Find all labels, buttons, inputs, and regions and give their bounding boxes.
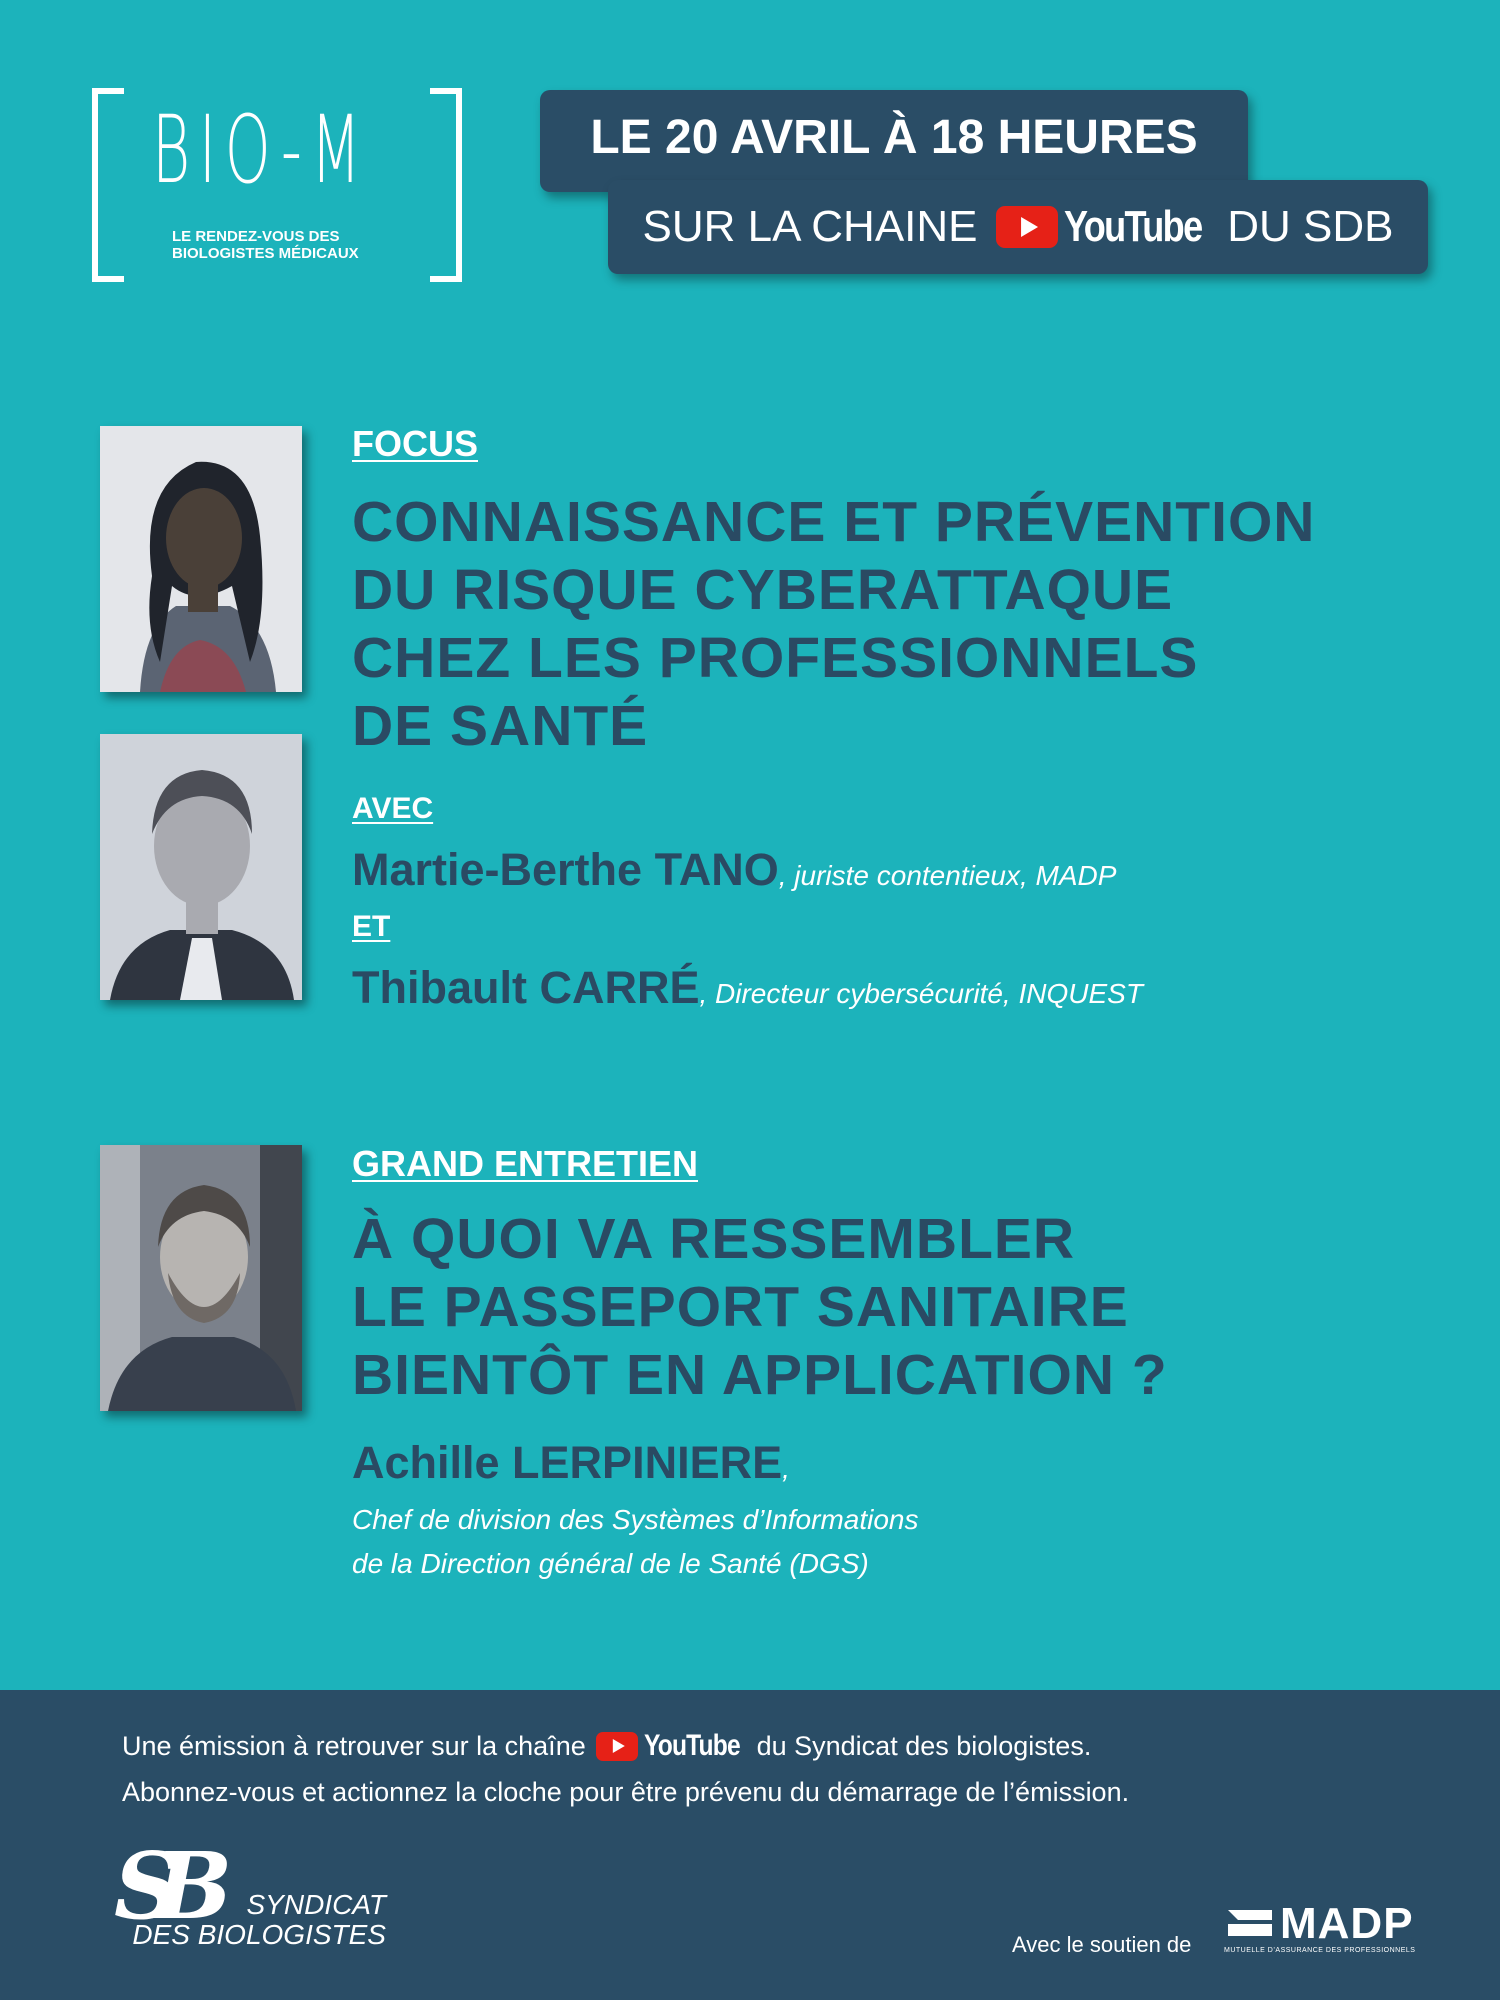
logo-left-bracket [92, 88, 124, 282]
focus-kicker: FOCUS [352, 423, 478, 464]
interview-headline [352, 1205, 1462, 1409]
sdb-wordmark-line-2: DES BIOLOGISTES [132, 1919, 386, 1950]
speaker-lerpiniere-comma: , [782, 1453, 790, 1484]
footer-line-1-suffix: du Syndicat des biologistes. [756, 1731, 1092, 1761]
speaker-carre [352, 963, 1143, 1024]
logo-tagline-line-1: LE RENDEZ-VOUS DES [172, 228, 340, 245]
channel-suffix: DU SDB [1227, 202, 1394, 251]
speaker-tano-role: , juriste contentieux, MADP [778, 860, 1117, 891]
focus-headline-line-2: DU RISQUE CYBERATTAQUE [352, 558, 1174, 622]
madp-subtitle: MUTUELLE D’ASSURANCE DES PROFESSIONNELS [1224, 1947, 1416, 1954]
youtube-play-icon [596, 1732, 638, 1761]
speaker-tano-name: Martie-Berthe TANO [352, 844, 779, 895]
focus-headline-line-4: DE SANTÉ [352, 694, 649, 758]
speaker-lerpiniere-role-line-1: Chef de division des Systèmes d’Informations [352, 1504, 919, 1535]
interview-headline-line-1: À QUOI VA RESSEMBLER [352, 1207, 1076, 1271]
footer-line-1 [122, 1726, 1091, 1766]
et-label: ET [352, 910, 391, 943]
focus-headline [352, 488, 1462, 760]
footer-line-2: Abonnez-vous et actionnez la cloche pour être prévenu du démarrage de l’émission. [122, 1777, 1130, 1807]
madp-logo [1224, 1899, 1419, 1956]
speaker-lerpiniere [352, 1438, 790, 1499]
footer-youtube-logo[interactable] [596, 1726, 747, 1766]
sdb-monogram: SB [114, 1832, 207, 1940]
sdb-wordmark [116, 1890, 386, 1950]
logo-brand: BIO-M [152, 96, 370, 205]
youtube-wordmark: YouTube [643, 1729, 740, 1762]
channel-banner[interactable] [608, 180, 1428, 274]
youtube-play-icon [996, 206, 1058, 248]
logo-right-bracket [430, 88, 462, 282]
logo-tagline-line-2: BIOLOGISTES MÉDICAUX [172, 245, 359, 262]
speaker-carre-role: , Directeur cybersécurité, INQUEST [699, 978, 1143, 1009]
youtube-wordmark: YouTube [1063, 202, 1202, 251]
focus-headline-line-3: CHEZ LES PROFESSIONNELS [352, 626, 1199, 690]
support-label: Avec le soutien de [1012, 1932, 1192, 1957]
speaker-lerpiniere-role [352, 1498, 1252, 1586]
youtube-logo[interactable] [996, 202, 1210, 252]
madp-wordmark: MADP [1280, 1899, 1414, 1948]
speaker-lerpiniere-role-line-2: de la Direction général de le Santé (DGS) [352, 1548, 869, 1579]
speaker-carre-name: Thibault CARRÉ [352, 962, 700, 1013]
speaker-tano [352, 845, 1116, 906]
speaker-lerpiniere-name: Achille LERPINIERE [352, 1437, 783, 1488]
channel-prefix: SUR LA CHAINE [642, 202, 978, 251]
avec-label: AVEC [352, 792, 434, 825]
madp-mark-icon [1224, 1908, 1276, 1938]
sdb-wordmark-line-1: SYNDICAT [246, 1889, 386, 1920]
interview-headline-line-2: LE PASSEPORT SANITAIRE [352, 1275, 1129, 1339]
logo-tagline [172, 228, 412, 262]
interview-kicker: GRAND ENTRETIEN [352, 1143, 699, 1184]
footer-line-1-prefix: Une émission à retrouver sur la chaîne [122, 1731, 586, 1761]
syndicat-des-biologistes-logo [110, 1832, 386, 1960]
speaker-photo-tano [100, 426, 302, 692]
interview-headline-line-3: BIENTÔT EN APPLICATION ? [352, 1343, 1168, 1407]
focus-headline-line-1: CONNAISSANCE ET PRÉVENTION [352, 490, 1316, 554]
speaker-photo-carre [100, 734, 302, 1000]
bio-m-logo [92, 88, 462, 282]
event-date-time: LE 20 AVRIL À 18 HEURES [590, 111, 1198, 164]
speaker-photo-lerpiniere [100, 1145, 302, 1411]
